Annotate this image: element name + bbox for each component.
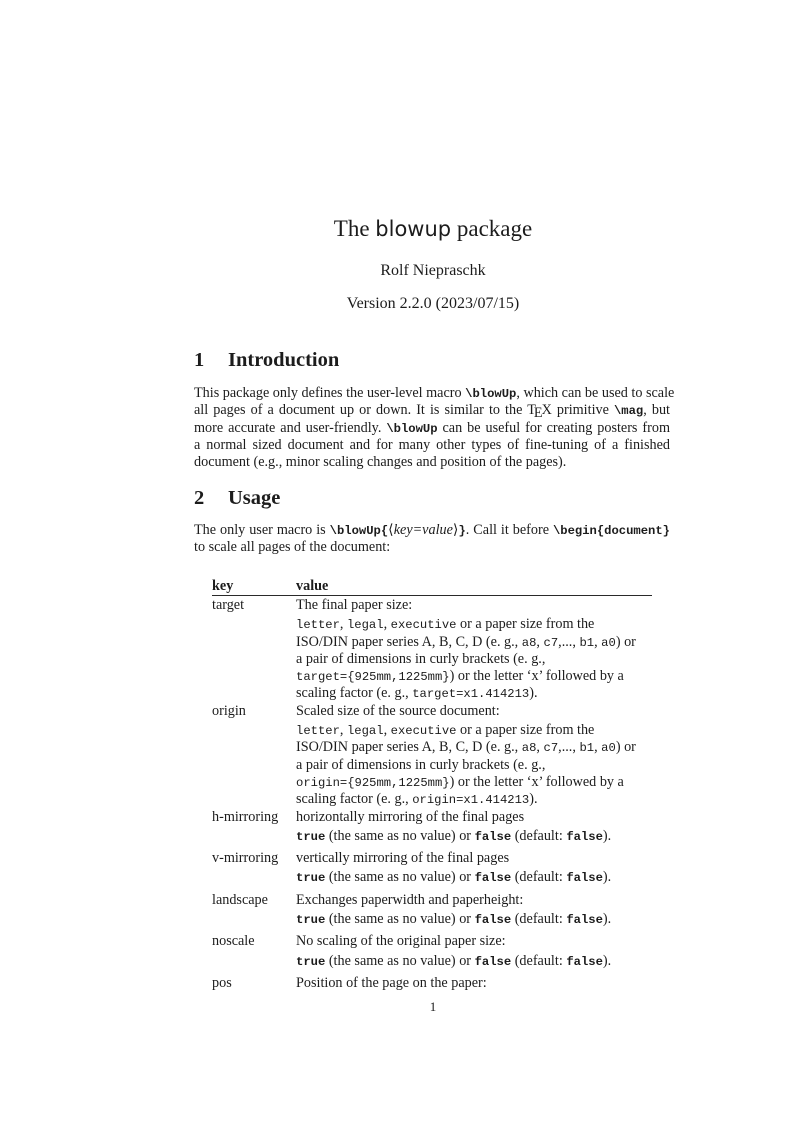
tex-t: T [527,402,536,419]
langle: ⟨ [388,522,394,538]
text: (the same as no value) or [325,911,475,928]
table-row [212,809,652,846]
text: , [339,616,347,633]
text: ). [529,685,538,702]
text: , [536,739,544,756]
code: executive [390,618,457,633]
tex-logo [527,402,552,422]
text: ,..., [558,739,580,756]
table-row [212,703,652,809]
code: false [566,829,603,844]
row-desc: No scaling of the original paper size: [296,933,506,950]
section-title: Usage [228,487,281,509]
text: (the same as no value) or [325,869,475,886]
intro-line [194,385,675,402]
header-value: value [296,578,329,594]
text: or a paper size from the [456,722,595,739]
code: true [296,871,326,886]
text: , [383,722,391,739]
code: letter [296,618,340,633]
package-name: blowup [375,217,452,241]
row-line [296,828,652,845]
row-line [296,634,652,651]
text: The only user macro is [194,522,330,538]
code: true [296,829,326,844]
row-line [296,685,652,702]
intro-paragraph [194,385,675,471]
code: c7 [543,741,559,756]
version: Version 2.2.0 (2023/07/15) [346,295,520,312]
code: false [474,954,512,969]
text: ). [602,911,612,928]
title-suffix: package [451,216,533,241]
table-rule [212,595,652,596]
text: , but [643,402,670,419]
row-key: h-mirroring [212,808,279,825]
text: ,..., [558,633,580,650]
code: false [474,871,512,886]
text: (default: [511,827,567,844]
section-number: 2 [194,487,205,509]
code: b1 [579,635,595,650]
text: ) or [615,633,636,650]
row-line: a pair of dimensions in curly brackets (e. g., [296,756,546,773]
row-line [296,953,652,970]
code: false [474,913,512,928]
text: ) or the letter ‘x’ followed by a [449,668,624,685]
row-key: landscape [212,891,268,908]
code: false [566,913,603,928]
title-prefix: The [333,216,376,241]
code-blowup: \blowUp{ [329,524,389,538]
key-value-placeholder: key=value [393,522,453,538]
row-line [296,616,652,633]
usage-line: to scale all pages of the document: [194,539,391,556]
row-value [296,850,652,887]
row-key: origin [212,702,246,719]
code: c7 [543,635,559,650]
row-desc: Position of the page on the paper: [296,974,487,991]
row-value [296,597,652,703]
text: , [594,633,602,650]
code-blowup: \blowUp [386,421,438,436]
table-row [212,892,652,929]
code: origin=x1.414213 [412,793,530,808]
row-line [296,869,652,886]
intro-line: a normal sized document and for many other types of fine-tuning of a finished [194,436,670,453]
code: false [566,954,603,969]
row-key: noscale [212,933,255,950]
row-line [296,668,652,685]
row-desc: vertically mirroring of the final pages [296,850,510,867]
text: ). [602,952,612,969]
text: , [594,739,602,756]
tex-x: X [541,402,552,419]
text: or a paper size from the [456,616,595,633]
text: , which can be used to scale [516,385,675,401]
code: a0 [601,635,616,650]
intro-line: document (e.g., minor scaling changes and position of the pages). [194,454,567,471]
text: (default: [511,869,567,886]
code: origin={925mm,1225mm} [296,775,450,790]
text: scaling factor (e. g., [296,791,413,808]
code: target=x1.414213 [412,687,530,702]
code: executive [390,724,457,739]
row-line [296,722,652,739]
text: more accurate and user-friendly. [194,419,387,436]
text: can be useful for creating posters from [437,419,670,436]
text: ) or [615,739,636,756]
text: primitive [551,402,614,419]
rangle: ⟩ [452,522,459,538]
row-value [296,809,652,846]
section-number: 1 [194,349,205,371]
code: true [296,954,326,969]
table-row [212,597,652,703]
row-value [296,703,652,809]
row-value [296,892,652,929]
section-heading-usage [194,487,280,510]
code: legal [346,724,384,739]
row-key: target [212,597,245,613]
text: all pages of a document up or down. It is similar to the [194,402,528,419]
row-desc: The final paper size: [296,597,413,613]
usage-paragraph [194,522,670,557]
text: (default: [511,952,567,969]
row-desc: Scaled size of the source document: [296,702,500,719]
text: , [383,616,391,633]
code: a8 [521,635,537,650]
code-brace: } [458,524,466,538]
code: letter [296,724,340,739]
page-number: 1 [429,999,437,1014]
code: legal [346,618,384,633]
row-desc: horizontally mirroring of the final pages [296,808,525,825]
code: a0 [601,741,616,756]
code: target={925mm,1225mm} [296,670,450,685]
text: This package only defines the user-level macro [194,385,466,401]
code-mag: \mag [613,404,644,419]
table-row [212,850,652,887]
text: ISO/DIN paper series A, B, C, D (e. g., [296,739,522,756]
text: (the same as no value) or [325,827,475,844]
author: Rolf Niepraschk [380,262,486,279]
row-line [296,791,652,808]
text: , [339,722,347,739]
text: ). [602,869,612,886]
text: (default: [511,911,567,928]
usage-line [194,522,670,539]
table-header [212,576,652,595]
text: (the same as no value) or [325,952,475,969]
text: . Call it before [465,522,553,538]
row-line [296,774,652,791]
code: b1 [579,741,595,756]
code: false [566,871,603,886]
code-blowup: \blowUp [465,387,517,401]
text: ). [602,827,612,844]
section-heading-introduction [194,349,339,372]
text: ISO/DIN paper series A, B, C, D (e. g., [296,633,522,650]
row-line [296,911,652,928]
row-value [296,933,652,970]
code-begin-document: \begin{document} [552,524,670,538]
code: false [474,829,512,844]
text: ) or the letter ‘x’ followed by a [449,773,624,790]
row-desc: Exchanges paperwidth and paperheight: [296,891,524,908]
options-table [212,576,652,994]
intro-line [194,420,670,437]
document-title [0,216,800,242]
row-value [296,975,652,992]
row-line: a pair of dimensions in curly brackets (e. g., [296,650,546,667]
text: ). [529,791,538,808]
text: scaling factor (e. g., [296,685,413,702]
text: , [536,633,544,650]
row-line [296,739,652,756]
code: true [296,913,326,928]
code: a8 [521,741,537,756]
row-key: v-mirroring [212,850,279,867]
row-key: pos [212,974,232,991]
table-row [212,975,652,992]
section-title: Introduction [228,349,340,371]
tex-e: E [533,405,543,422]
table-row [212,933,652,970]
intro-line [194,402,670,422]
header-key: key [212,578,234,594]
